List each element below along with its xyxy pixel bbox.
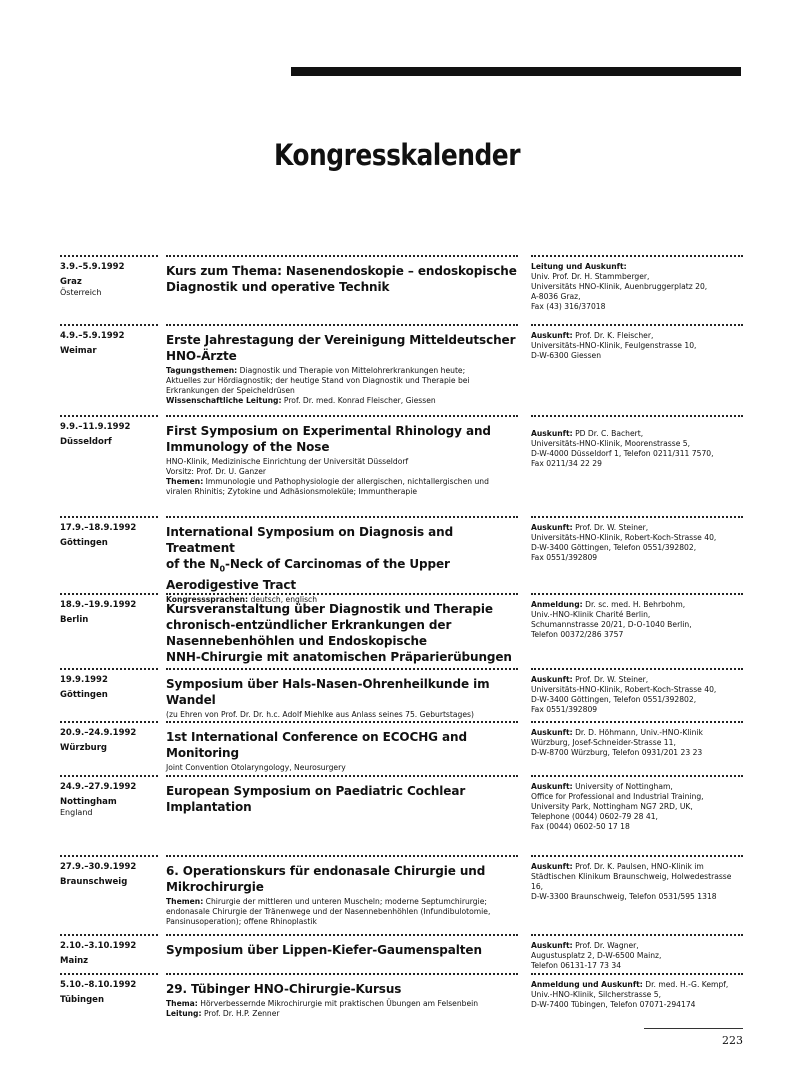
- contact-line: Schumannstrasse 20/21, D-O-1040 Berlin,: [531, 620, 692, 629]
- contact-line: Universitäts-HNO-Klinik, Robert-Koch-Strasse 40,: [531, 685, 717, 694]
- entry-date: 5.10.–8.10.1992: [60, 980, 137, 990]
- calendar-entry: [60, 928, 743, 973]
- entry-title: Kursveranstaltung über Diagnostik und Therapie chronisch-entzündlicher Erkrankungen der Nasennebenhöhlen und Endoskopische NNH-Chirurgie mit anatomischen Präparierübungen: [166, 602, 512, 664]
- calendar-entry: [60, 415, 743, 516]
- calendar-entry: [60, 775, 743, 845]
- entry-date: 9.9.–11.9.1992: [60, 422, 131, 432]
- entry-detail: Erkrankungen der Speicheldrüsen: [166, 386, 295, 395]
- entry-contact: Anmeldung und Auskunft: Dr. med. H.-G. Kempf, Univ.-HNO-Klinik, Silcherstrasse 5, D-W-7400 Tübingen, Telefon 07071-294174: [531, 973, 743, 1023]
- entry-detail: Thema: Hörverbessernde Mikrochirurgie mit praktischen Übungen am Felsenbein: [166, 999, 479, 1008]
- entry-description: [166, 668, 518, 721]
- entry-contact: Auskunft: Prof. Dr. K. Fleischer, Universitäts-HNO-Klinik, Feulgenstrasse 10, D-W-6300 Giessen: [531, 324, 743, 415]
- contact-line: Univ.-HNO-Klinik, Silcherstrasse 5,: [531, 990, 661, 999]
- entry-detail: endonasale Chirurgie der Tränenwege und der Nasennebenhöhlen (Infundibulotomie,: [166, 907, 491, 916]
- entry-description: [166, 593, 518, 668]
- contact-line: A-8036 Graz,: [531, 292, 581, 301]
- entry-date: 17.9.–18.9.1992: [60, 523, 137, 533]
- entry-contact: Anmeldung: Dr. sc. med. H. Behrbohm, Univ.-HNO-Klinik Charité Berlin, Schumannstrasse 20/21, D-O-1040 Berlin, Telefon 00372/286 3757: [531, 593, 743, 668]
- entry-city: Berlin: [60, 615, 89, 625]
- entry-title: International Symposium on Diagnosis and Treatment of the $N_0$-Neck of Carcinomas of the Upper Aerodigestive Tract: [166, 525, 454, 593]
- entry-city: Braunschweig: [60, 877, 128, 887]
- entry-contact: Auskunft: PD Dr. C. Bachert, Universitäts-HNO-Klinik, Moorenstrasse 5, D-W-4000 Düsseldorf 1, Telefon 0211/311 7570, Fax 0211/34 22 29: [531, 415, 743, 516]
- entry-title: Symposium über Hals-Nasen-Ohrenheilkunde im Wandel: [166, 677, 490, 707]
- entry-detail: Wissenschaftliche Leitung: Prof. Dr. med. Konrad Fleischer, Giessen: [166, 396, 436, 405]
- contact-line: Würzburg, Josef-Schneider-Strasse 11,: [531, 738, 676, 747]
- entry-city: Mainz: [60, 956, 89, 966]
- contact-label: Auskunft:: [531, 331, 573, 340]
- entry-date: 19.9.1992: [60, 675, 108, 685]
- contact-line: Telefon 00372/286 3757: [531, 630, 624, 639]
- entry-contact: Auskunft: Prof. Dr. W. Steiner, Universitäts-HNO-Klinik, Robert-Koch-Strasse 40, D-W-3400 Göttingen, Telefon 0551/392802, Fax 0551/392809: [531, 516, 743, 593]
- calendar-entry: [60, 668, 743, 721]
- contact-line: Städtischen Klinikum Braunschweig, Holwedestrasse 16,: [531, 872, 732, 891]
- contact-line: Telefon 06131-17 73 34: [531, 961, 622, 970]
- entry-detail: Joint Convention Otolaryngology, Neurosurgery: [166, 763, 346, 772]
- entry-when-where: [60, 973, 158, 1023]
- entry-description: [166, 855, 518, 928]
- entry-description: [166, 775, 518, 845]
- contact-label: Auskunft:: [531, 941, 573, 950]
- contact-line: Augustusplatz 2, D-W-6500 Mainz,: [531, 951, 662, 960]
- entry-contact: Auskunft: Prof. Dr. W. Steiner, Universitäts-HNO-Klinik, Robert-Koch-Strasse 40, D-W-3400 Göttingen, Telefon 0551/392802, Fax 0551/392809: [531, 668, 743, 721]
- entry-detail: viralen Rhinitis; Zytokine und Adhäsionsmoleküle; Immuntherapie: [166, 487, 417, 496]
- entry-contact: Auskunft: Dr. D. Höhmann, Univ.-HNO-Klinik Würzburg, Josef-Schneider-Strasse 11, D-W-8700 Würzburg, Telefon 0931/201 23 23: [531, 721, 743, 775]
- contact-label: Auskunft:: [531, 523, 573, 532]
- contact-line: Universitäts-HNO-Klinik, Robert-Koch-Strasse 40,: [531, 533, 717, 542]
- entry-city: Düsseldorf: [60, 437, 112, 447]
- entry-detail: Themen: Immunologie und Pathophysiologie der allergischen, nichtallergischen und: [166, 477, 489, 486]
- header-rule: [291, 67, 741, 76]
- entry-date: 2.10.–3.10.1992: [60, 941, 137, 951]
- entry-description: [166, 324, 518, 415]
- contact-line: Univ.-HNO-Klinik Charité Berlin,: [531, 610, 651, 619]
- entry-when-where: [60, 255, 158, 324]
- contact-line: D-W-4000 Düsseldorf 1, Telefon 0211/311 7570,: [531, 449, 714, 458]
- congress-calendar: [60, 255, 743, 1023]
- entry-detail: Tagungsthemen: Diagnostik und Therapie von Mittelohrerkrankungen heute;: [166, 366, 466, 375]
- entry-description: [166, 255, 518, 324]
- entry-detail: Themen: Chirurgie der mittleren und unteren Muscheln; moderne Septumchirurgie;: [166, 897, 487, 906]
- entry-date: 18.9.–19.9.1992: [60, 600, 137, 610]
- contact-label: Auskunft:: [531, 429, 573, 438]
- entry-title: Kurs zum Thema: Nasenendoskopie – endoskopische Diagnostik und operative Technik: [166, 264, 517, 294]
- entry-description: [166, 516, 518, 605]
- contact-label: Auskunft:: [531, 782, 573, 791]
- contact-line: University Park, Nottingham NG7 2RD, UK,: [531, 802, 693, 811]
- calendar-entry: [60, 973, 743, 1023]
- contact-line: D-W-8700 Würzburg, Telefon 0931/201 23 23: [531, 748, 703, 757]
- calendar-entry: [60, 593, 743, 668]
- contact-line: Universitäts HNO-Klinik, Auenbruggerplatz 20,: [531, 282, 708, 291]
- contact-label: Leitung und Auskunft:: [531, 262, 627, 271]
- entry-title: Erste Jahrestagung der Vereinigung Mitteldeutscher HNO-Ärzte: [166, 333, 516, 363]
- contact-line: Fax (0044) 0602-50 17 18: [531, 822, 630, 831]
- contact-line: D-W-6300 Giessen: [531, 351, 602, 360]
- entry-detail: Pansinusoperation); offene Rhinoplastik: [166, 917, 317, 926]
- contact-line: Fax (43) 316/37018: [531, 302, 606, 311]
- entry-when-where: [60, 855, 158, 928]
- contact-label: Anmeldung:: [531, 600, 583, 609]
- contact-line: Universitäts-HNO-Klinik, Feulgenstrasse 10,: [531, 341, 697, 350]
- entry-country: England: [60, 808, 93, 817]
- contact-line: Fax 0551/392809: [531, 705, 598, 714]
- entry-title: 29. Tübinger HNO-Chirurgie-Kursus: [166, 982, 402, 996]
- contact-line: D-W-3300 Braunschweig, Telefon 0531/595 1318: [531, 892, 717, 901]
- entry-detail: Vorsitz: Prof. Dr. U. Ganzer: [166, 467, 266, 476]
- calendar-entry: [60, 721, 743, 775]
- entry-contact: Auskunft: University of Nottingham, Office for Professional and Industrial Training, University Park, Nottingham NG7 2RD, UK, Telephone (0044) 0602-79 28 41, Fax (0044) 0602-50 17 18: [531, 775, 743, 845]
- entry-contact: Auskunft: Prof. Dr. Wagner, Augustusplatz 2, D-W-6500 Mainz, Telefon 06131-17 73 34: [531, 934, 743, 973]
- entry-title: 6. Operationskurs für endonasale Chirurgie und Mikrochirurgie: [166, 864, 486, 894]
- entry-country: Österreich: [60, 288, 102, 297]
- contact-line: Fax 0211/34 22 29: [531, 459, 602, 468]
- contact-line: Fax 0551/392809: [531, 553, 598, 562]
- entry-when-where: [60, 721, 158, 775]
- contact-line: D-W-3400 Göttingen, Telefon 0551/392802,: [531, 695, 697, 704]
- entry-detail: Kongresssprachen: deutsch, englisch: [166, 595, 318, 605]
- calendar-entry: [60, 324, 743, 415]
- contact-line: Universitäts-HNO-Klinik, Moorenstrasse 5,: [531, 439, 691, 448]
- entry-description: [166, 415, 518, 516]
- entry-title: European Symposium on Paediatric Cochlear Implantation: [166, 784, 466, 814]
- contact-line: Telephone (0044) 0602-79 28 41,: [531, 812, 658, 821]
- entry-detail: Leitung: Prof. Dr. H.P. Zenner: [166, 1009, 280, 1018]
- entry-contact: Auskunft: Prof. Dr. K. Paulsen, HNO-Klinik im Städtischen Klinikum Braunschweig, Holwedestrasse 16, D-W-3300 Braunschweig, Telefon 0531/595 1318: [531, 855, 743, 928]
- entry-city: Weimar: [60, 346, 97, 356]
- footer-rule: [644, 1028, 743, 1029]
- contact-label: Auskunft:: [531, 862, 573, 871]
- entry-city: Göttingen: [60, 690, 108, 700]
- entry-title: Symposium über Lippen-Kiefer-Gaumenspalten: [166, 943, 482, 957]
- calendar-entry: [60, 845, 743, 928]
- entry-date: 27.9.–30.9.1992: [60, 862, 137, 872]
- entry-description: [166, 973, 518, 1023]
- entry-date: 20.9.–24.9.1992: [60, 728, 137, 738]
- entry-when-where: [60, 593, 158, 668]
- entry-when-where: [60, 775, 158, 845]
- entry-title: 1st International Conference on ECOCHG and Monitoring: [166, 730, 467, 760]
- contact-line: D-W-3400 Göttingen, Telefon 0551/392802,: [531, 543, 697, 552]
- entry-city: Würzburg: [60, 743, 107, 753]
- page-number: 223: [722, 1034, 743, 1047]
- entry-title: First Symposium on Experimental Rhinology and Immunology of the Nose: [166, 424, 491, 454]
- entry-description: [166, 721, 518, 775]
- entry-detail: HNO-Klinik, Medizinische Einrichtung der Universität Düsseldorf: [166, 457, 409, 466]
- calendar-entry: [60, 255, 743, 324]
- contact-line: D-W-7400 Tübingen, Telefon 07071-294174: [531, 1000, 696, 1009]
- entry-city: Nottingham: [60, 797, 117, 807]
- entry-date: 3.9.–5.9.1992: [60, 262, 125, 272]
- entry-detail: Aktuelles zur Hördiagnostik; der heutige Stand von Diagnostik und Therapie bei: [166, 376, 470, 385]
- contact-line: Univ. Prof. Dr. H. Stammberger,: [531, 272, 650, 281]
- page-title: Kongresskalender: [274, 138, 520, 172]
- entry-detail: (zu Ehren von Prof. Dr. Dr. h.c. Adolf Miehlke aus Anlass seines 75. Geburtstages): [166, 710, 474, 719]
- entry-when-where: [60, 668, 158, 721]
- entry-date: 24.9.–27.9.1992: [60, 782, 137, 792]
- entry-city: Göttingen: [60, 538, 108, 548]
- entry-when-where: [60, 415, 158, 516]
- contact-label: Auskunft:: [531, 728, 573, 737]
- entry-date: 4.9.–5.9.1992: [60, 331, 125, 341]
- entry-city: Graz: [60, 277, 82, 287]
- entry-when-where: [60, 516, 158, 593]
- entry-description: [166, 934, 518, 973]
- contact-label: Auskunft:: [531, 675, 573, 684]
- entry-when-where: [60, 934, 158, 973]
- entry-when-where: [60, 324, 158, 415]
- contact-label: Anmeldung und Auskunft:: [531, 980, 643, 989]
- contact-line: Office for Professional and Industrial Training,: [531, 792, 704, 801]
- entry-contact: [531, 255, 743, 324]
- entry-city: Tübingen: [60, 995, 104, 1005]
